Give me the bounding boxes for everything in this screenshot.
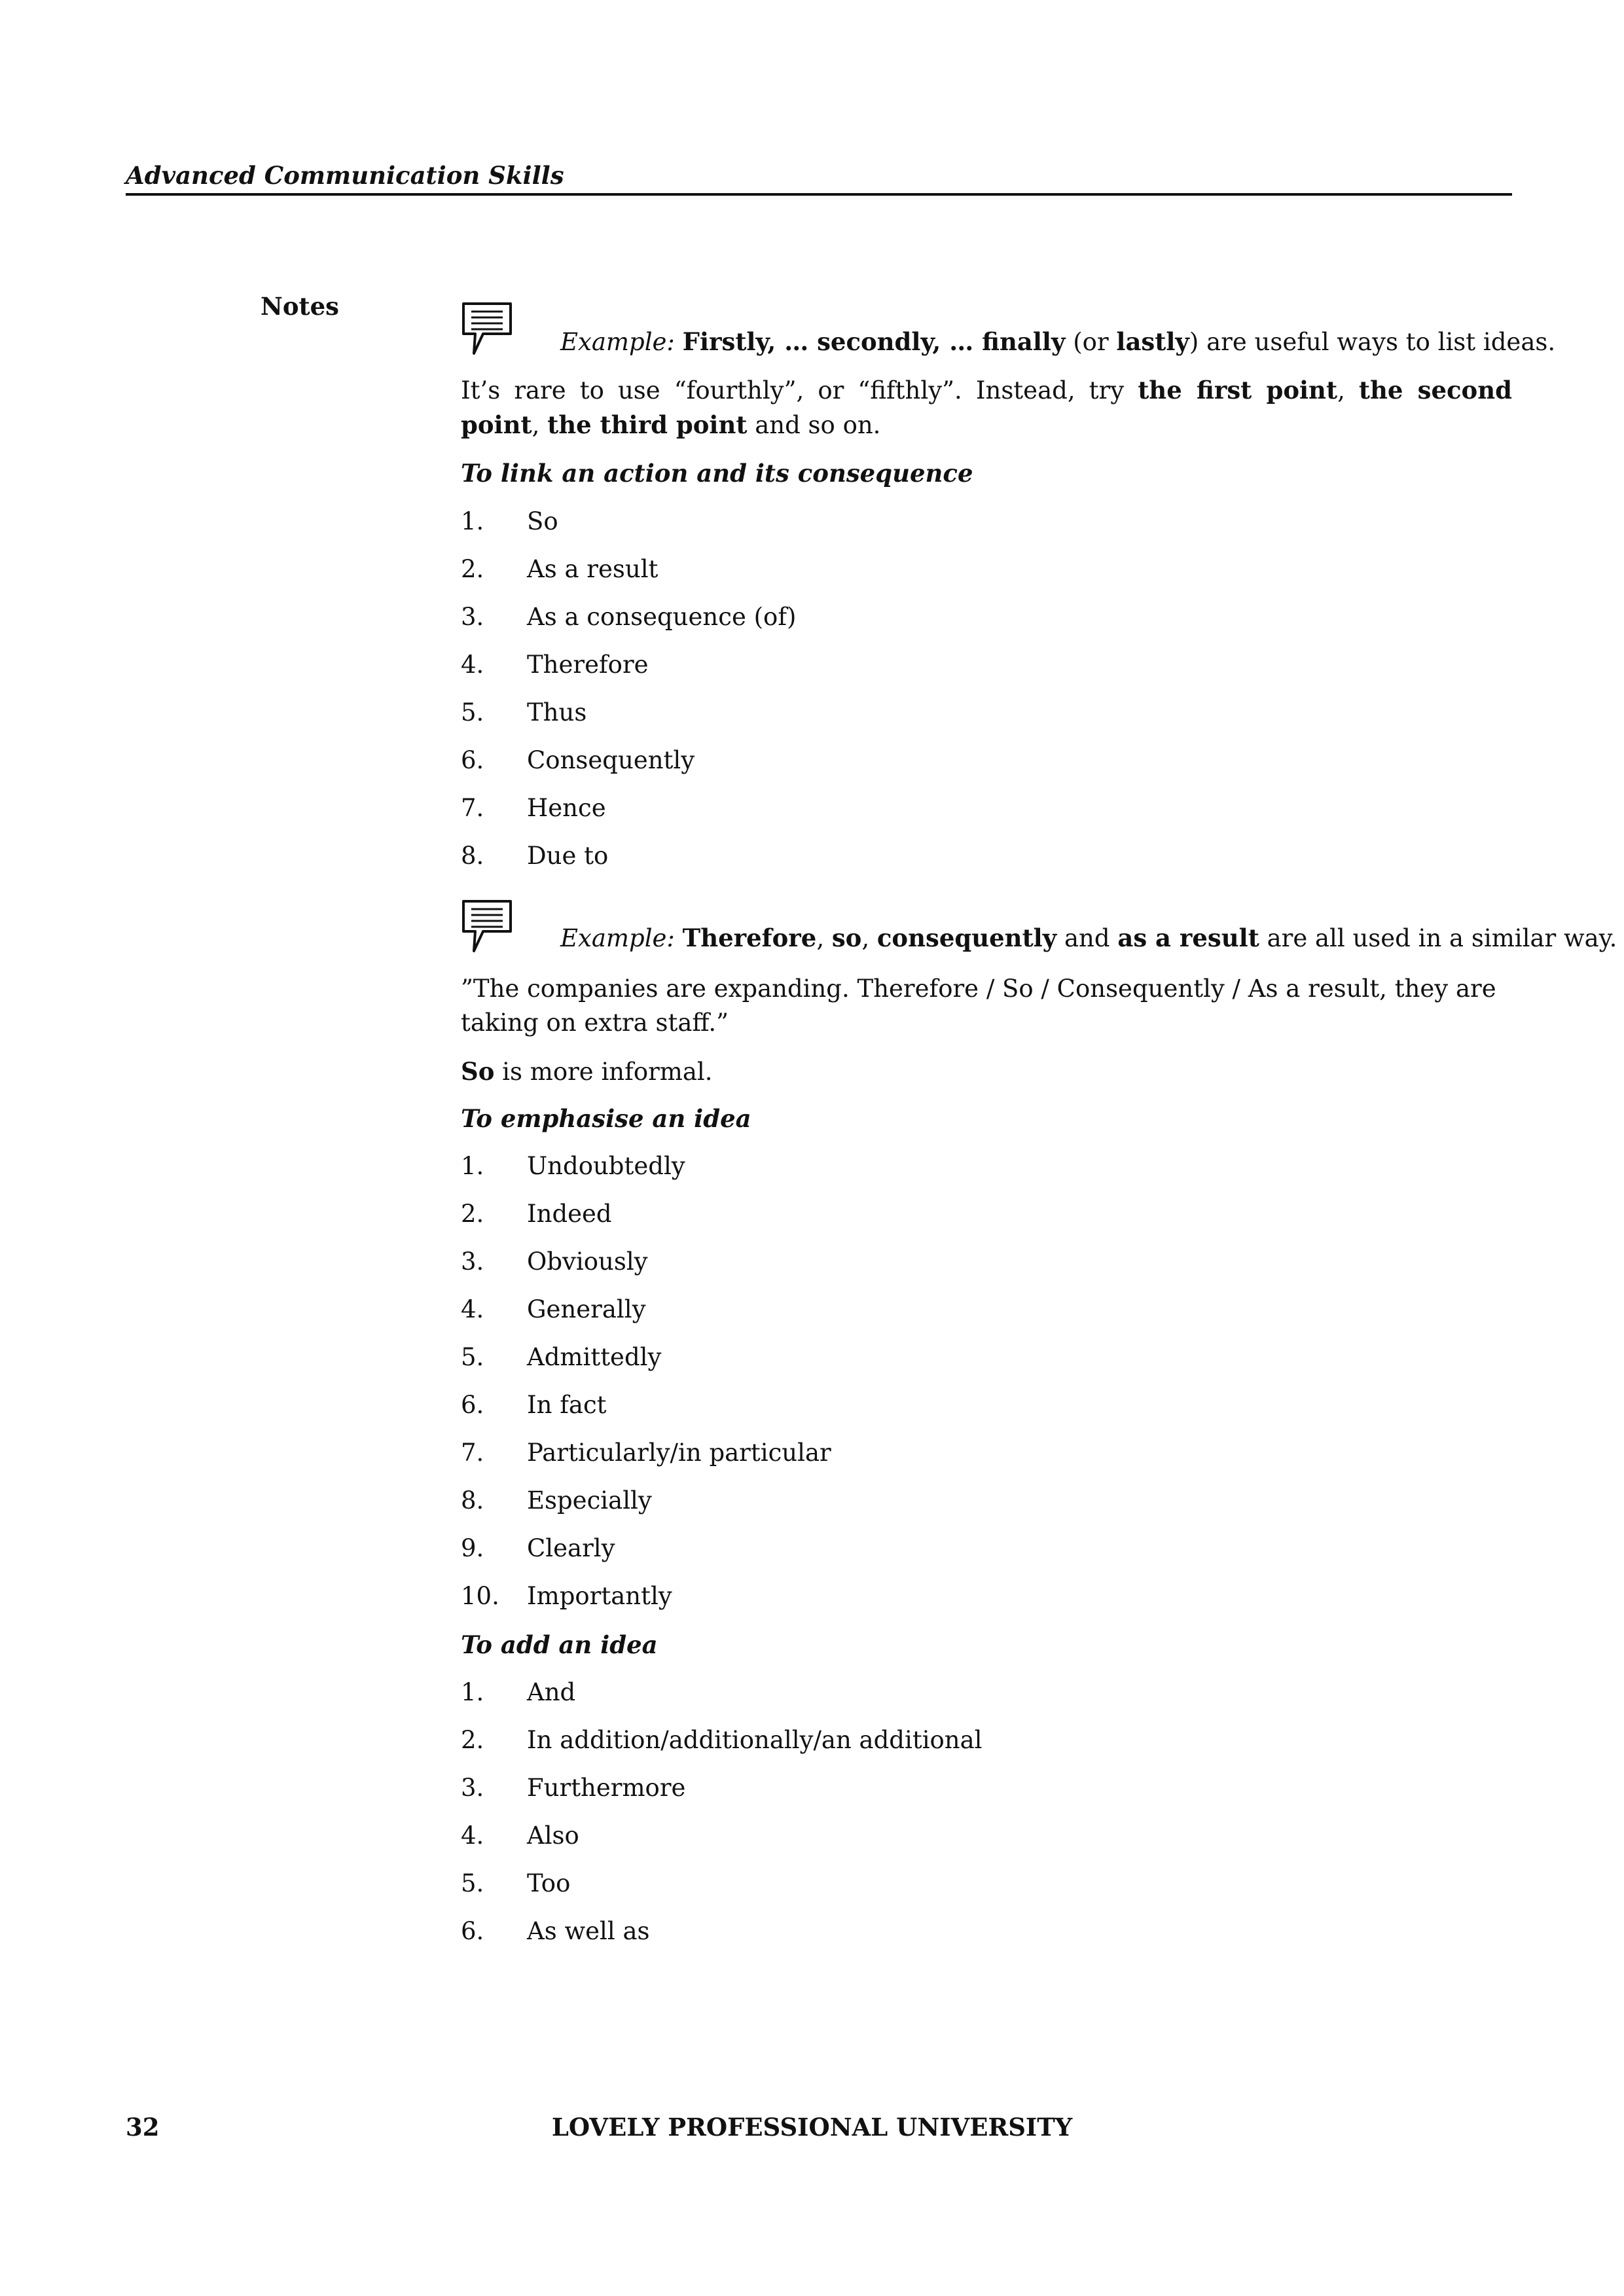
example-text-2 [560,924,1617,952]
list-item [461,505,1512,552]
list-item-text: Furthermore [527,1774,686,1802]
list-item-text: Clearly [527,1534,615,1562]
list-item [461,1245,1512,1293]
example-term: Therefore [682,924,817,952]
list-item-number: 2. [461,1726,484,1754]
list-item [461,1676,1512,1723]
list-item [461,1293,1512,1340]
list-item-number: 8. [461,1486,484,1515]
list-item [461,1340,1512,1388]
example-term: consequently [876,924,1057,952]
list-item [461,1771,1512,1819]
text-run: is more informal. [494,1058,713,1086]
list-item-number: 4. [461,1821,484,1850]
list-item-number: 5. [461,698,484,726]
list-item-text: Importantly [527,1582,672,1610]
list-item-text: In addition/additionally/an additional [527,1726,983,1754]
emphasise-list [461,1149,1512,1627]
list-item [461,839,1512,887]
example-block-1 [461,301,1556,360]
list-item [461,600,1512,648]
list-item [461,1867,1512,1914]
section-heading-consequence: To link an action and its consequence [461,459,973,488]
list-item [461,1149,1512,1197]
list-item-text: Admittedly [527,1343,662,1371]
list-item-number: 1. [461,507,484,535]
example-text-1 [560,327,1555,356]
list-item-text: Thus [527,698,587,726]
footer-university: LOVELY PROFESSIONAL UNIVERSITY [551,2113,1073,2142]
list-item-number: 8. [461,842,484,870]
list-item-text: In fact [527,1391,607,1419]
list-item [461,744,1512,791]
list-item-text: Obviously [527,1247,648,1276]
list-item-number: 6. [461,746,484,774]
list-item-number: 7. [461,794,484,822]
list-item-text: Undoubtedly [527,1152,685,1180]
list-item-number: 1. [461,1678,484,1706]
list-item-text: As well as [527,1917,650,1945]
list-item [461,552,1512,600]
list-item-number: 2. [461,555,484,583]
bold-term: the second point [461,376,1512,439]
example-text-run: are all used in a similar way. [1259,924,1617,952]
bold-term: So [461,1057,495,1086]
list-item [461,1723,1512,1771]
list-item [461,1484,1512,1532]
list-item-text: Indeed [527,1200,612,1228]
list-item-number: 2. [461,1200,484,1228]
list-item-number: 1. [461,1152,484,1180]
list-item-text: Too [527,1869,571,1897]
list-item-number: 4. [461,1295,484,1323]
text-run: , [532,411,548,439]
list-item-text: As a consequence (of) [527,603,797,631]
list-item-number: 3. [461,603,484,631]
example-term: Firstly, … secondly, … finally [682,327,1066,356]
note-icon [461,301,513,357]
section-heading-add: To add an idea [461,1630,658,1659]
list-item-text: Hence [527,794,606,822]
list-item-text: Generally [527,1295,646,1323]
list-item-text: Particularly/in particular [527,1439,831,1467]
list-item-text: As a result [527,555,659,583]
text-run: , [1337,376,1359,404]
text-run: It’s rare to use “fourthly”, or “fifthly”. Instead, try [461,376,1138,404]
list-item-text: So [527,507,558,535]
list-item-text: Due to [527,842,609,870]
list-item-number: 7. [461,1439,484,1467]
example-term: as a result [1117,924,1259,952]
paragraph-example-sentence: ”The companies are expanding. Therefore / So / Consequently / As a result, they are taking on extra staff.” [461,975,1496,1037]
paragraph-list-alternatives [461,373,1512,442]
note-icon [461,899,513,955]
running-header-title: Advanced Communication Skills [126,161,564,190]
paragraph-so-informal [461,1054,1512,1089]
list-item-text: Also [527,1821,579,1850]
example-text-run: , [861,924,877,952]
list-item-number: 3. [461,1247,484,1276]
list-item-number: 5. [461,1343,484,1371]
list-item-text: And [527,1678,576,1706]
example-text-run: and [1056,924,1118,952]
example-text-run: (or [1065,328,1117,356]
consequence-list [461,505,1512,887]
notes-margin-label: Notes [261,292,339,321]
list-item-text: Especially [527,1486,652,1515]
section-heading-emphasise: To emphasise an idea [461,1104,751,1133]
example-text-run: ) are useful ways to list ideas. [1189,328,1556,356]
list-item-number: 10. [461,1582,499,1610]
list-item [461,1532,1512,1579]
list-item [461,696,1512,744]
list-item [461,1819,1512,1867]
list-item [461,1914,1512,1962]
example-lead: Example: [560,328,675,356]
list-item-number: 3. [461,1774,484,1802]
add-idea-list [461,1676,1512,1962]
list-item [461,791,1512,839]
example-lead: Example: [560,924,675,952]
list-item-text: Therefore [527,651,649,679]
list-item-number: 6. [461,1391,484,1419]
example-block-2 [461,899,1617,958]
example-text-run: , [816,924,832,952]
text-run: and so on. [747,411,881,439]
list-item [461,1436,1512,1484]
example-term: lastly [1116,327,1189,356]
header-rule [126,193,1512,196]
list-item [461,1579,1512,1627]
list-item-number: 4. [461,651,484,679]
list-item-number: 9. [461,1534,484,1562]
list-item [461,648,1512,696]
list-item [461,1388,1512,1436]
bold-term: the first point [1138,376,1338,404]
list-item [461,1197,1512,1245]
bold-term: the third point [547,410,748,439]
example-term: so [831,924,862,952]
list-item-number: 6. [461,1917,484,1945]
page-number: 32 [126,2113,160,2142]
list-item-number: 5. [461,1869,484,1897]
list-item-text: Consequently [527,746,695,774]
